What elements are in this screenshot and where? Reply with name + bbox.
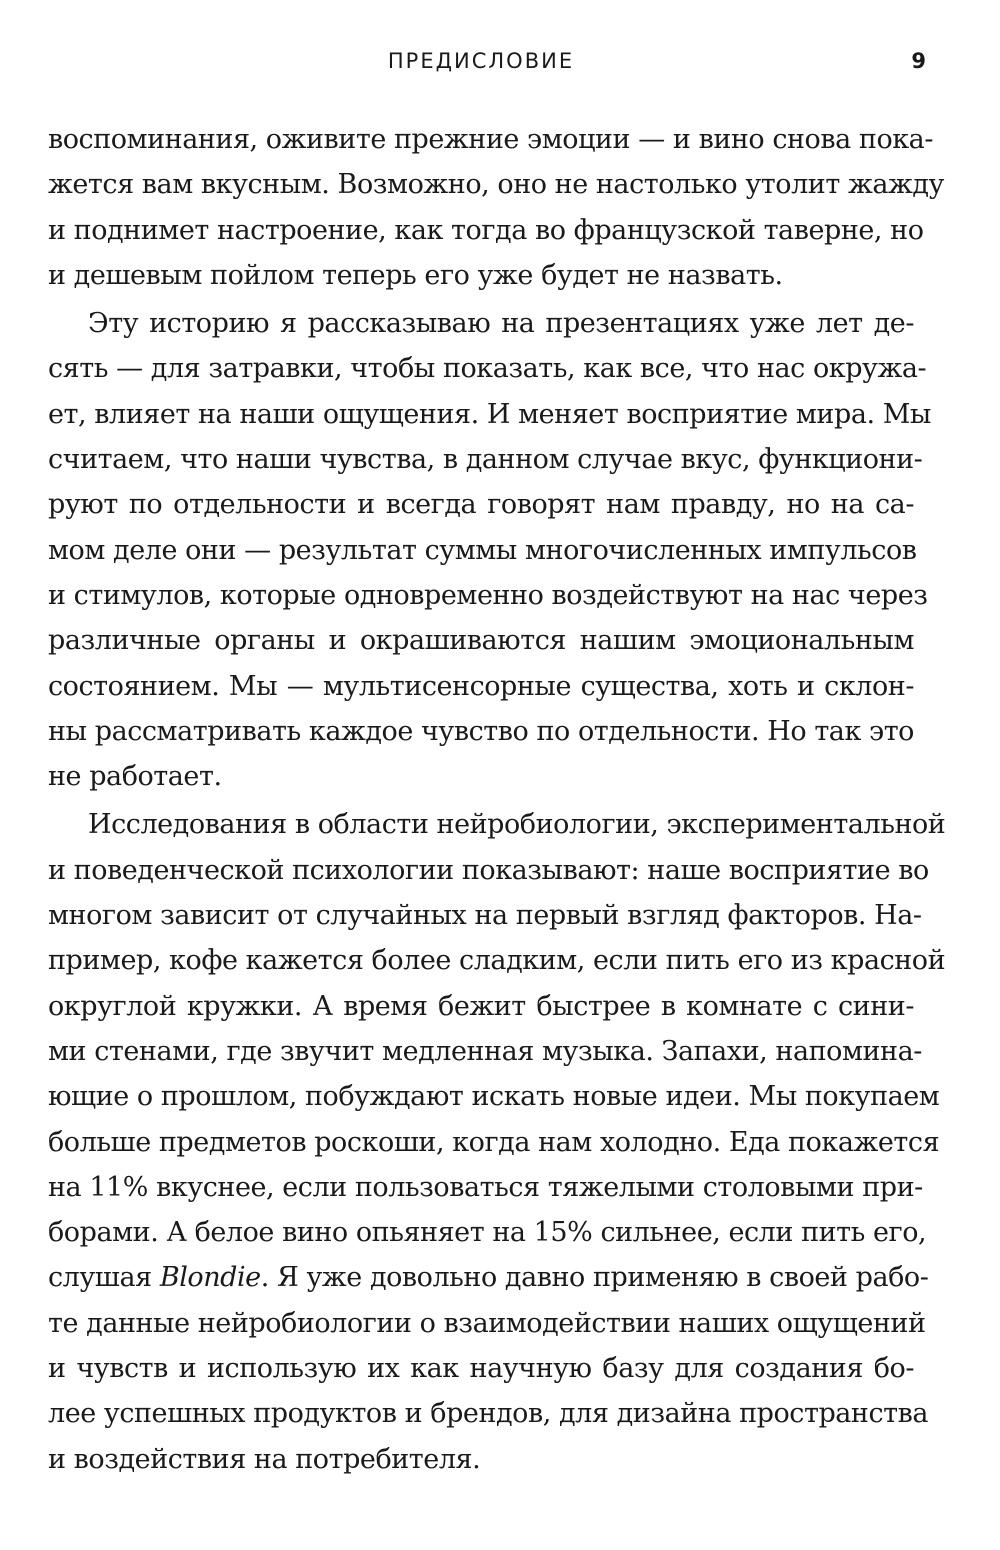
- paragraph: [48, 301, 931, 799]
- text-line: воспоминания, оживите прежние эмоции — и вино снова пока-: [48, 124, 933, 155]
- text-line: больше предметов роскоши, когда нам холодно. Еда покажется: [48, 1126, 940, 1158]
- paragraph: [48, 117, 944, 298]
- text-line: Исследования в области нейробиологии, экспериментальной: [88, 809, 946, 841]
- text-fragment: . Я уже довольно давно применяю в своей рабо-: [260, 1262, 929, 1294]
- paragraph: [48, 802, 946, 1481]
- text-line: ющие о прошлом, побуждают искать новые идеи. Мы покупаем: [48, 1081, 940, 1113]
- text-line: округлой кружки. А время бежит быстрее в комнате с сини-: [48, 990, 914, 1022]
- text-line: и чувств и использую их как научную базу для создания бо-: [48, 1353, 914, 1385]
- text-line: ми стенами, где звучит медленная музыка. Запахи, напомина-: [48, 1035, 922, 1067]
- section-title: ПРЕДИСЛОВИЕ: [387, 49, 575, 73]
- text-line: различные органы и окрашиваются нашим эмоциональным: [48, 625, 914, 657]
- text-line: сять — для затравки, чтобы показать, как все, что нас окружа-: [48, 353, 927, 385]
- text-line: и поведенческой психологии показывают: наше восприятие во: [48, 854, 929, 886]
- text-line: состоянием. Мы — мультисенсорные существа, хоть и склон-: [48, 670, 914, 702]
- running-header: [0, 44, 1000, 78]
- text-line: многом зависит от случайных на первый взгляд факторов. На-: [48, 900, 922, 932]
- page-number: 9: [911, 49, 926, 73]
- text-line: руют по отдельности и всегда говорят нам правду, но на са-: [48, 489, 914, 521]
- text-line: жется вам вкусным. Возможно, оно не настолько утолит жажду: [48, 169, 944, 201]
- text-line: на 11% вкуснее, если пользоваться тяжелыми столовыми при-: [48, 1171, 923, 1203]
- text-line: ет, влияет на наши ощущения. И меняет восприятие мира. Мы: [48, 398, 931, 430]
- body-text: [48, 117, 946, 1482]
- text-line: и воздействия на потребителя.: [48, 1443, 481, 1475]
- text-line: считаем, что наши чувства, в данном случае вкус, функциони-: [48, 444, 923, 476]
- text-line: Эту историю я рассказываю на презентациях уже лет де-: [88, 308, 914, 340]
- text-line: борами. А белое вино опьяняет на 15% сильнее, если пить его,: [48, 1217, 927, 1249]
- italic-band-name: Blondie: [159, 1262, 261, 1294]
- text-line: и поднимет настроение, как тогда во французской таверне, но: [48, 214, 924, 246]
- text-line: пример, кофе кажется более сладким, если пить его из красной: [48, 945, 946, 977]
- text-line: [48, 1255, 929, 1300]
- text-line: и стимулов, которые одновременно воздействуют на нас через: [48, 579, 928, 611]
- text-line: и дешевым пойлом теперь его уже будет не назвать.: [48, 259, 783, 291]
- text-fragment: слушая: [48, 1262, 160, 1294]
- text-line: не работает.: [48, 761, 222, 793]
- text-line: мом деле они — результат суммы многочисленных импульсов: [48, 534, 917, 566]
- text-line: те данные нейробиологии о взаимодействии наших ощущений: [48, 1307, 926, 1339]
- text-line: лее успешных продуктов и брендов, для дизайна пространства: [48, 1398, 929, 1430]
- text-line: ны рассматривать каждое чувство по отдельности. Но так это: [48, 715, 914, 747]
